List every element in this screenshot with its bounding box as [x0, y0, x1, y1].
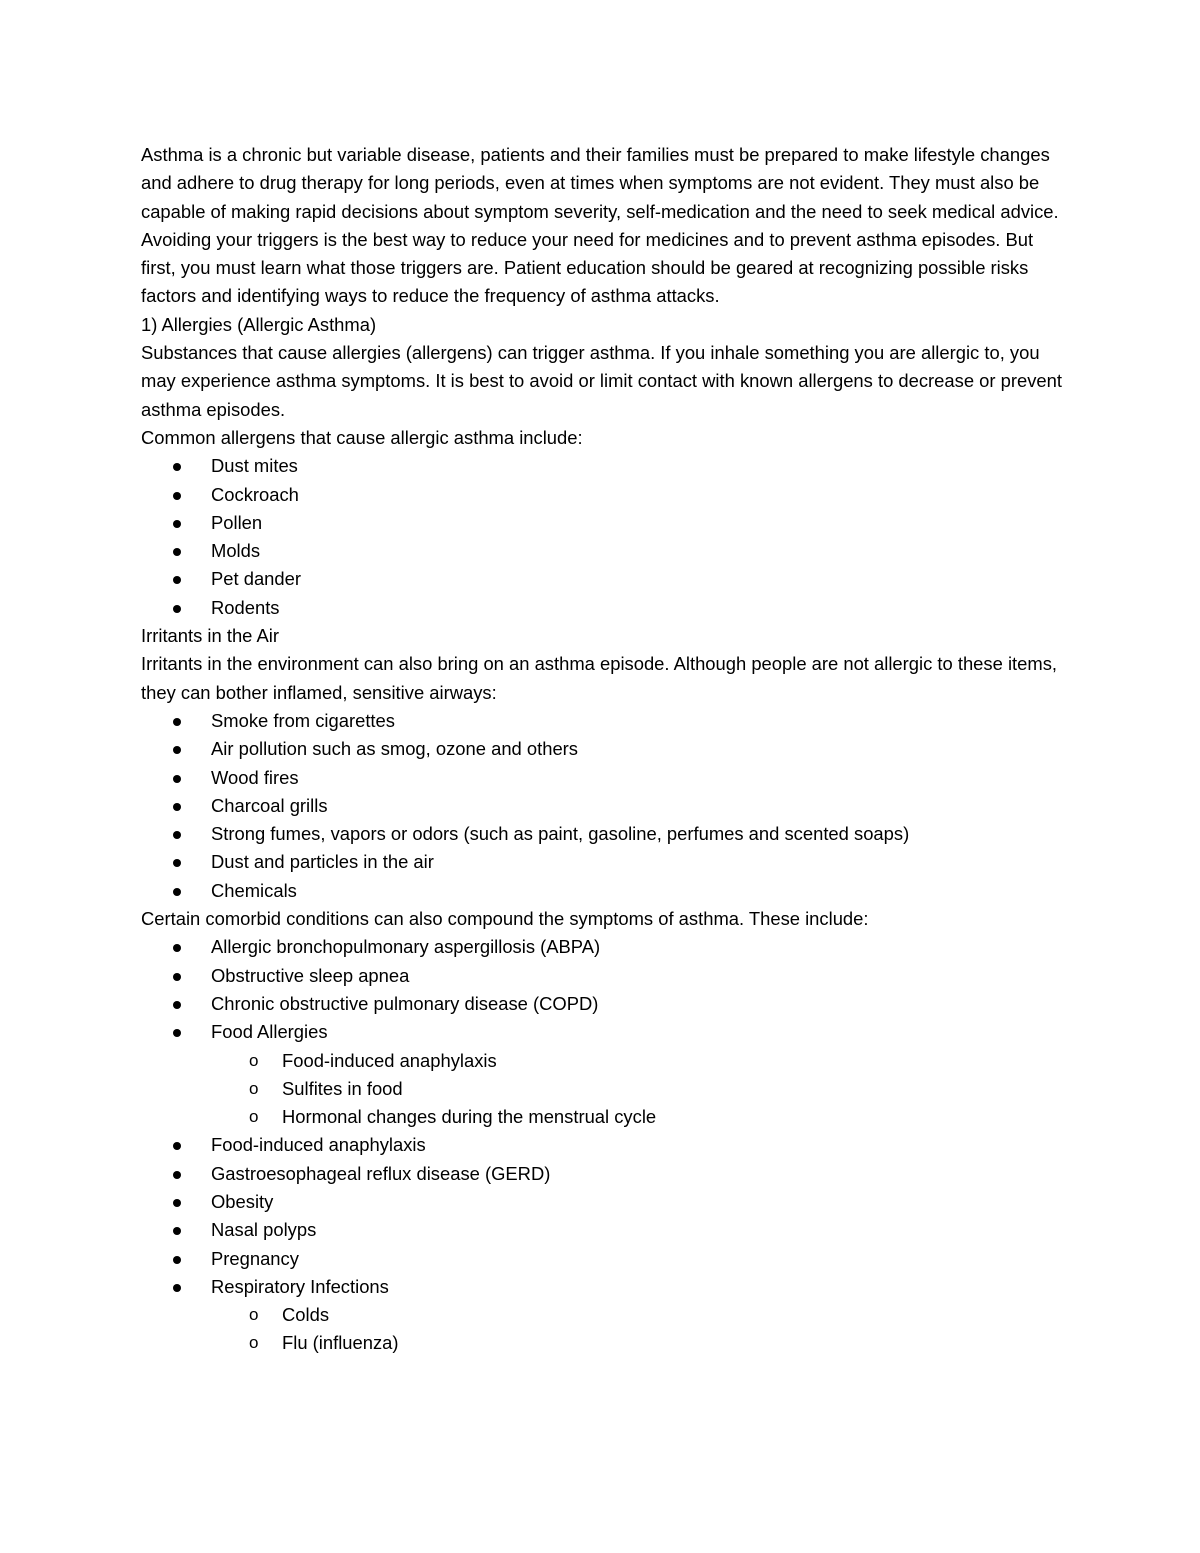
- comorbid-list-continued: [141, 1131, 1071, 1301]
- bullet-icon: [173, 831, 181, 839]
- list-item: Food Allergies: [141, 1018, 1071, 1046]
- sub-list-item: o Food-induced anaphylaxis: [141, 1047, 1071, 1075]
- list-item: Gastroesophageal reflux disease (GERD): [141, 1160, 1071, 1188]
- list-item: Pet dander: [141, 565, 1071, 593]
- list-item: Respiratory Infections: [141, 1273, 1071, 1301]
- bullet-icon: [173, 1001, 181, 1009]
- list-item: Pregnancy: [141, 1245, 1071, 1273]
- comorbid-list: [141, 933, 1071, 1046]
- list-item: Rodents: [141, 594, 1071, 622]
- list-item: Charcoal grills: [141, 792, 1071, 820]
- respiratory-infections-sublist: [141, 1301, 1071, 1358]
- sub-list-item: o Sulfites in food: [141, 1075, 1071, 1103]
- allergies-paragraph: Substances that cause allergies (allergens) can trigger asthma. If you inhale something you are allergic to, you may experience asthma symptoms. It is best to avoid or limit contact with known allergens to decrease or prevent asthma episodes.: [141, 342, 1062, 420]
- circle-bullet-icon: o: [249, 1333, 259, 1353]
- bullet-icon: [173, 576, 181, 584]
- bullet-icon: [173, 1199, 181, 1207]
- list-item: Air pollution such as smog, ozone and others: [141, 735, 1071, 763]
- comorbid-intro: Certain comorbid conditions can also compound the symptoms of asthma. These include:: [141, 908, 869, 930]
- intro-paragraph: Asthma is a chronic but variable disease, patients and their families must be prepared to make lifestyle changes and adhere to drug therapy for long periods, even at times when symptoms are not evident. They must also be capable of making rapid decisions about symptom severity, self-medication and the need to seek medical advice.: [141, 144, 1059, 222]
- circle-bullet-icon: o: [249, 1107, 259, 1127]
- bullet-icon: [173, 1029, 181, 1037]
- list-item: Cockroach: [141, 481, 1071, 509]
- bullet-icon: [173, 888, 181, 896]
- list-item: Wood fires: [141, 764, 1071, 792]
- bullet-icon: [173, 520, 181, 528]
- irritants-heading: Irritants in the Air: [141, 625, 279, 647]
- list-item: Chemicals: [141, 877, 1071, 905]
- list-item: Pollen: [141, 509, 1071, 537]
- sub-list-item: o Colds: [141, 1301, 1071, 1329]
- food-allergies-sublist: [141, 1047, 1071, 1132]
- bullet-icon: [173, 492, 181, 500]
- circle-bullet-icon: o: [249, 1305, 259, 1325]
- list-item: Dust mites: [141, 452, 1071, 480]
- bullet-icon: [173, 463, 181, 471]
- bullet-icon: [173, 548, 181, 556]
- bullet-icon: [173, 859, 181, 867]
- list-item: Food-induced anaphylaxis: [141, 1131, 1071, 1159]
- bullet-icon: [173, 775, 181, 783]
- bullet-icon: [173, 1256, 181, 1264]
- bullet-icon: [173, 944, 181, 952]
- bullet-icon: [173, 1142, 181, 1150]
- list-item: Obesity: [141, 1188, 1071, 1216]
- circle-bullet-icon: o: [249, 1078, 259, 1098]
- bullet-icon: [173, 1171, 181, 1179]
- bullet-icon: [173, 605, 181, 613]
- sub-list-item: o Hormonal changes during the menstrual cycle: [141, 1103, 1071, 1131]
- circle-bullet-icon: o: [249, 1050, 259, 1070]
- document-body: [141, 141, 1071, 1358]
- bullet-icon: [173, 718, 181, 726]
- list-item: Molds: [141, 537, 1071, 565]
- allergens-list: [141, 452, 1071, 622]
- allergies-heading: 1) Allergies (Allergic Asthma): [141, 313, 377, 335]
- bullet-icon: [173, 1227, 181, 1235]
- bullet-icon: [173, 803, 181, 811]
- list-item: Strong fumes, vapors or odors (such as paint, gasoline, perfumes and scented soaps): [141, 820, 1071, 848]
- list-item: Smoke from cigarettes: [141, 707, 1071, 735]
- list-item: Allergic bronchopulmonary aspergillosis (ABPA): [141, 933, 1071, 961]
- list-item: Nasal polyps: [141, 1216, 1071, 1244]
- allergens-intro: Common allergens that cause allergic asthma include:: [141, 426, 583, 448]
- list-item: Chronic obstructive pulmonary disease (COPD): [141, 990, 1071, 1018]
- bullet-icon: [173, 973, 181, 981]
- triggers-paragraph: Avoiding your triggers is the best way to reduce your need for medicines and to prevent asthma episodes. But first, you must learn what those triggers are. Patient education should be geared at recognizing possible risks factors and identifying ways to reduce the frequency of asthma attacks.: [141, 228, 1034, 307]
- irritants-list: [141, 707, 1071, 905]
- sub-list-item: o Flu (influenza): [141, 1329, 1071, 1357]
- bullet-icon: [173, 1284, 181, 1292]
- irritants-paragraph: Irritants in the environment can also bring on an asthma episode. Although people are not allergic to these items, they can bother inflamed, sensitive airways:: [141, 653, 1057, 703]
- bullet-icon: [173, 746, 181, 754]
- list-item: Dust and particles in the air: [141, 848, 1071, 876]
- list-item: Obstructive sleep apnea: [141, 962, 1071, 990]
